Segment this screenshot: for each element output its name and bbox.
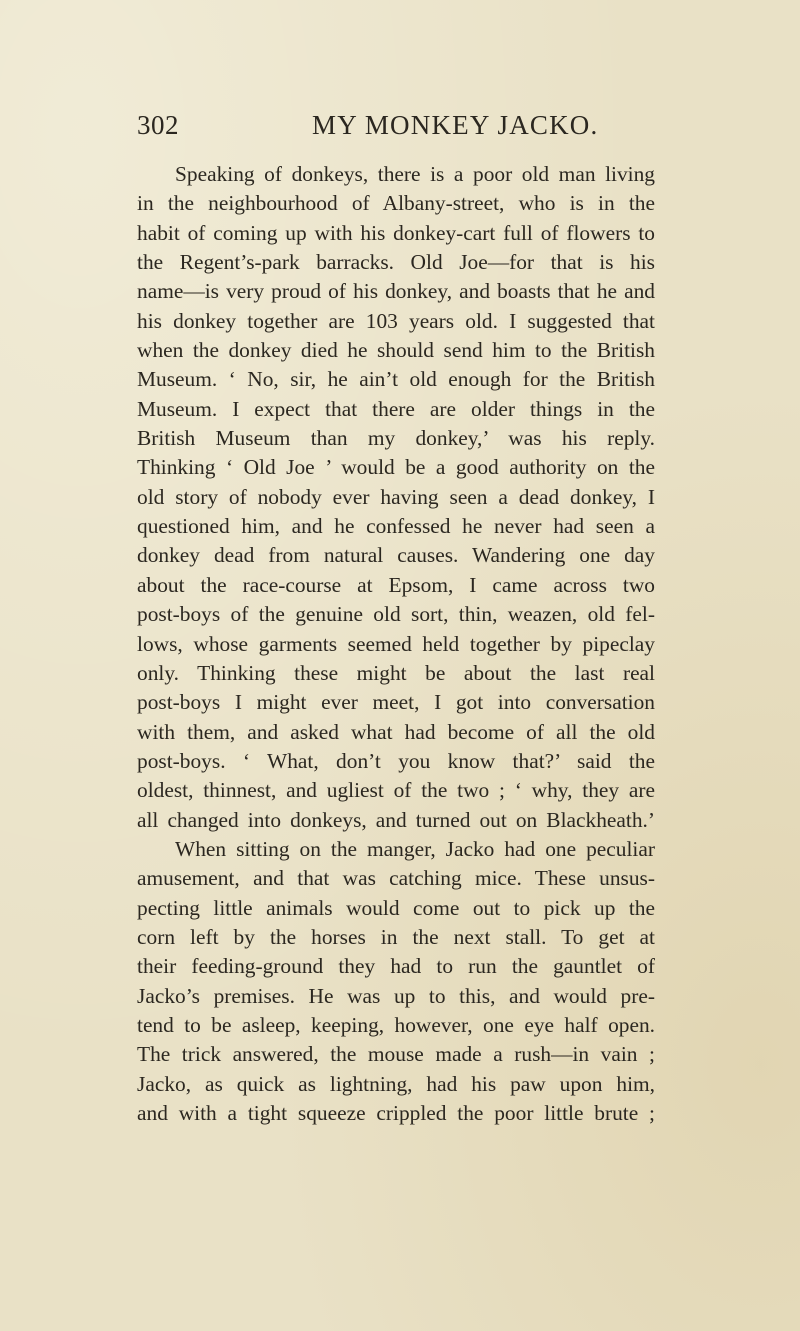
text-line: only. Thinking these might be about the last real — [137, 660, 655, 685]
text-line: and with a tight squeeze crippled the poor little brute ; — [137, 1101, 655, 1125]
text-line: donkey dead from natural causes. Wandering one day — [137, 543, 655, 568]
text-line: post-boys of the genuine old sort, thin, weazen, old fel- — [137, 602, 655, 627]
text-line: about the race-course at Epsom, I came across two — [137, 572, 655, 597]
text-line: the Regent’s-park barracks. Old Joe—for that is his — [137, 250, 655, 275]
text-line: pecting little animals would come out to pick up the — [137, 895, 655, 920]
text-line: when the donkey died he should send him to the British — [137, 338, 655, 363]
text-line: their feeding-ground they had to run the gauntlet of — [137, 954, 655, 979]
text-line: oldest, thinnest, and ugliest of the two ; ‘ why, they are — [137, 778, 655, 803]
text-line: Jacko’s premises. He was up to this, and would pre- — [137, 983, 655, 1008]
text-line: Jacko, as quick as lightning, had his paw upon him, — [137, 1071, 655, 1096]
text-line: Thinking ‘ Old Joe ’ would be a good authority on the — [137, 455, 655, 480]
text-line: Speaking of donkeys, there is a poor old man living — [175, 162, 655, 186]
text-line: questioned him, and he confessed he never had seen a — [137, 514, 655, 539]
text-line: The trick answered, the mouse made a rush—in vain ; — [137, 1042, 655, 1067]
text-line: tend to be asleep, keeping, however, one eye half open. — [137, 1012, 655, 1037]
body-text — [137, 160, 655, 1128]
text-line: all changed into donkeys, and turned out on Blackheath.’ — [137, 807, 655, 832]
text-line: name—is very proud of his donkey, and boasts that he and — [137, 279, 655, 304]
text-line: lows, whose garments seemed held together by pipeclay — [137, 631, 655, 656]
page-number: 302 — [137, 110, 179, 140]
text-line: British Museum than my donkey,’ was his reply. — [137, 426, 655, 451]
text-line: corn left by the horses in the next stall. To get at — [137, 924, 655, 949]
text-line: amusement, and that was catching mice. These unsus- — [137, 866, 655, 891]
text-line: his donkey together are 103 years old. I suggested that — [137, 308, 655, 333]
text-line: post-boys. ‘ What, don’t you know that?’ said the — [137, 748, 655, 773]
text-line: When sitting on the manger, Jacko had one peculiar — [175, 836, 655, 861]
running-title: MY MONKEY JACKO. — [312, 110, 599, 140]
text-line: in the neighbourhood of Albany-street, who is in the — [137, 191, 655, 216]
text-line: post-boys I might ever meet, I got into conversation — [137, 690, 655, 715]
page-header — [137, 110, 657, 150]
text-line: old story of nobody ever having seen a dead donkey, I — [137, 484, 655, 509]
text-line: with them, and asked what had become of all the old — [137, 719, 655, 744]
text-line: Museum. ‘ No, sir, he ain’t old enough for the British — [137, 367, 655, 392]
text-line: habit of coming up with his donkey-cart full of flowers to — [137, 220, 655, 245]
text-line: Museum. I expect that there are older things in the — [137, 396, 655, 421]
